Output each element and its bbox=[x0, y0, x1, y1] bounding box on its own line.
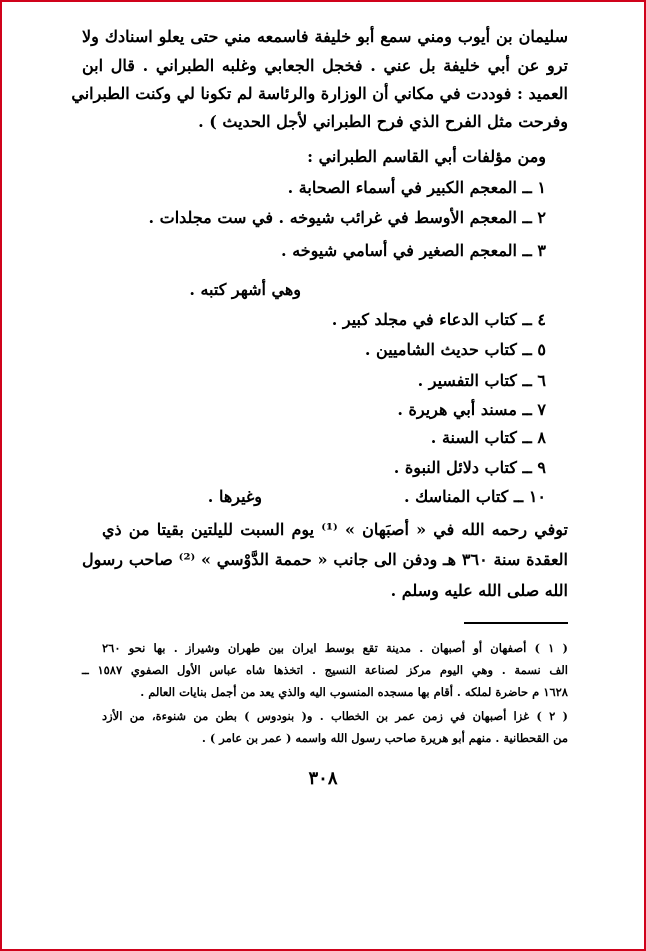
works-item: ١ ــ المعجم الكبير في أسماء الصحابة . bbox=[287, 178, 546, 197]
works-note: وهي أشهر كتبه . bbox=[189, 280, 301, 299]
works-item: ٤ ــ كتاب الدعاء في مجلد كبير . bbox=[331, 310, 546, 329]
paragraph-line: العميد : فوددت في مكاني أن الوزارة والرئاسة لم تكونا لي وكنت الطبراني bbox=[71, 84, 568, 103]
paragraph-line: سليمان بن أيوب ومني سمع أبو خليفة فاسمعه مني حتى يعلو اسنادك ولا bbox=[82, 27, 568, 46]
works-item: ٧ ــ مسند أبي هريرة . bbox=[397, 400, 546, 419]
works-item: ١٠ ــ كتاب المناسك . bbox=[404, 487, 546, 506]
footnote-line: ( ١ ) أصفهان أو أصبهان . مدينة تقع بوسط ايران بين طهران وشيراز . بها نحو ٢٦٠ bbox=[102, 641, 568, 655]
works-item: ٥ ــ كتاب حديث الشاميين . bbox=[364, 340, 546, 359]
paragraph-line: ترو عن أبي خليفة بل عني . فخجل الجعابي وغلبه الطبراني . قال ابن bbox=[82, 56, 568, 75]
works-etc: وغيرها . bbox=[207, 487, 262, 506]
works-item: ٩ ــ كتاب دلائل النبوة . bbox=[393, 458, 546, 477]
footnote-line: ١٦٢٨ م حاضرة لملكه . أقام بها مسجده المنسوب اليه والذي يعد من أجمل بنايات العالم . bbox=[140, 685, 568, 699]
footnote-separator bbox=[464, 622, 568, 624]
works-item: ٣ ــ المعجم الصغير في أسامي شيوخه . bbox=[281, 241, 546, 260]
paragraph-line: وفرحت مثل الفرح الذي فرح الطبراني لأجل الحديث ) . bbox=[198, 112, 568, 131]
works-item: ٨ ــ كتاب السنة . bbox=[430, 428, 546, 447]
works-intro: ومن مؤلفات أبي القاسم الطبراني : bbox=[307, 147, 546, 166]
paragraph-line: الله صلى الله عليه وسلم . bbox=[390, 581, 568, 600]
footnote-line: الف نسمة . وهي اليوم مركز لصناعة النسيج . اتخذها شاه عباس الأول الصفوي ١٥٨٧ ــ bbox=[82, 663, 568, 677]
footnote-line: من القحطانية . منهم أبو هريرة صاحب رسول الله واسمه ( عمر بن عامر ) . bbox=[201, 731, 568, 745]
works-item: ٦ ــ كتاب التفسير . bbox=[417, 371, 546, 390]
paragraph-line: توفي رحمه الله في « أصبَهان » ⁽¹⁾ يوم السبت لليلتين بقيتا من ذي bbox=[102, 520, 568, 539]
works-item: ٢ ــ المعجم الأوسط في غرائب شيوخه . في ست مجلدات . bbox=[148, 208, 546, 227]
page-number: ٣٠٨ bbox=[308, 768, 338, 789]
paragraph-line: العقدة سنة ٣٦٠ هـ ودفن الى جانب « حممة الدَّوْسي » ⁽²⁾ صاحب رسول bbox=[82, 550, 568, 569]
footnote-line: ( ٢ ) غزا أصبهان في زمن عمر بن الخطاب . و( بنودوس ) بطن من شنوءة، من الأزد bbox=[102, 709, 568, 723]
